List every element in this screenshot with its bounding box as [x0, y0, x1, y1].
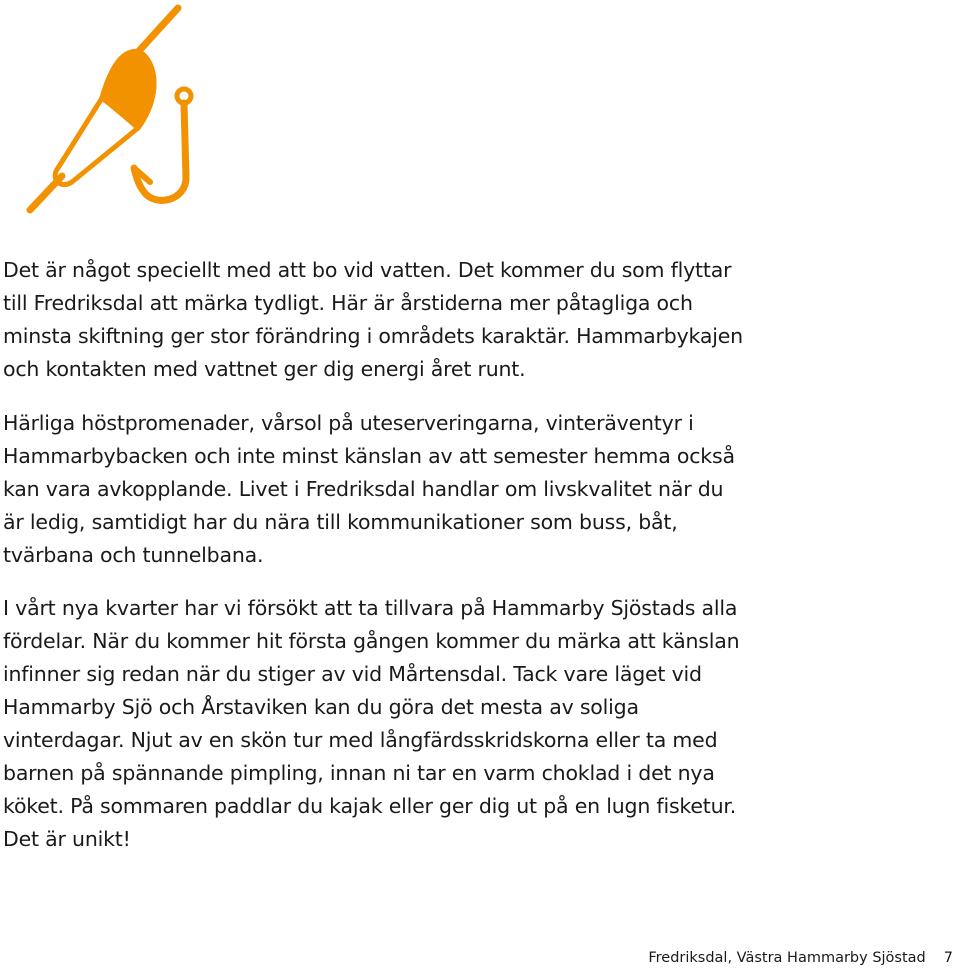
intro-paragraph: Det är något speciellt med att bo vid vatten. Det kommer du som flyttar till Fredriksdal att märka tydligt. Här är årstiderna mer påtagliga och minsta skiftning ger stor förändring i områdets karaktär. Hammarbykajen och kontakten med vattnet ger dig energi året runt.: [3, 258, 743, 381]
neighbourhood-paragraph: I vårt nya kvarter har vi försökt att ta tillvara på Hammarby Sjöstads alla fördelar. När du kommer hit första gången kommer du märka att känslan infinner sig redan när du stiger av vid Mårtensdal. Tack vare läget vid Hammarby Sjö och Årstaviken kan du göra det mesta av soliga vinterdagar. Njut av en skön tur med långfärdsskridskorna eller ta med barnen på spännande pimpling, innan ni tar en varm choklad i det nya köket. På sommaren paddlar du kajak eller ger dig ut på en lugn fisketur. Det är unikt!: [3, 596, 740, 851]
fishing-float-icon: [30, 8, 178, 210]
page-number: 7: [943, 950, 953, 966]
fishing-illustration: [10, 0, 210, 220]
footer-title: Fredriksdal, Västra Hammarby Sjöstad: [648, 950, 926, 966]
seasons-paragraph: Härliga höstpromenader, vårsol på uteserveringarna, vinteräventyr i Hammarbybacken och inte minst känslan av att semester hemma också kan vara avkopplande. Livet i Fredriksdal handlar om livskvalitet när du är ledig, samtidigt har du nära till kommunikationer som buss, båt, tvärbana och tunnelbana.: [3, 411, 735, 567]
page-footer: [648, 948, 953, 968]
fishing-float-and-hook-graphic: [10, 0, 210, 220]
